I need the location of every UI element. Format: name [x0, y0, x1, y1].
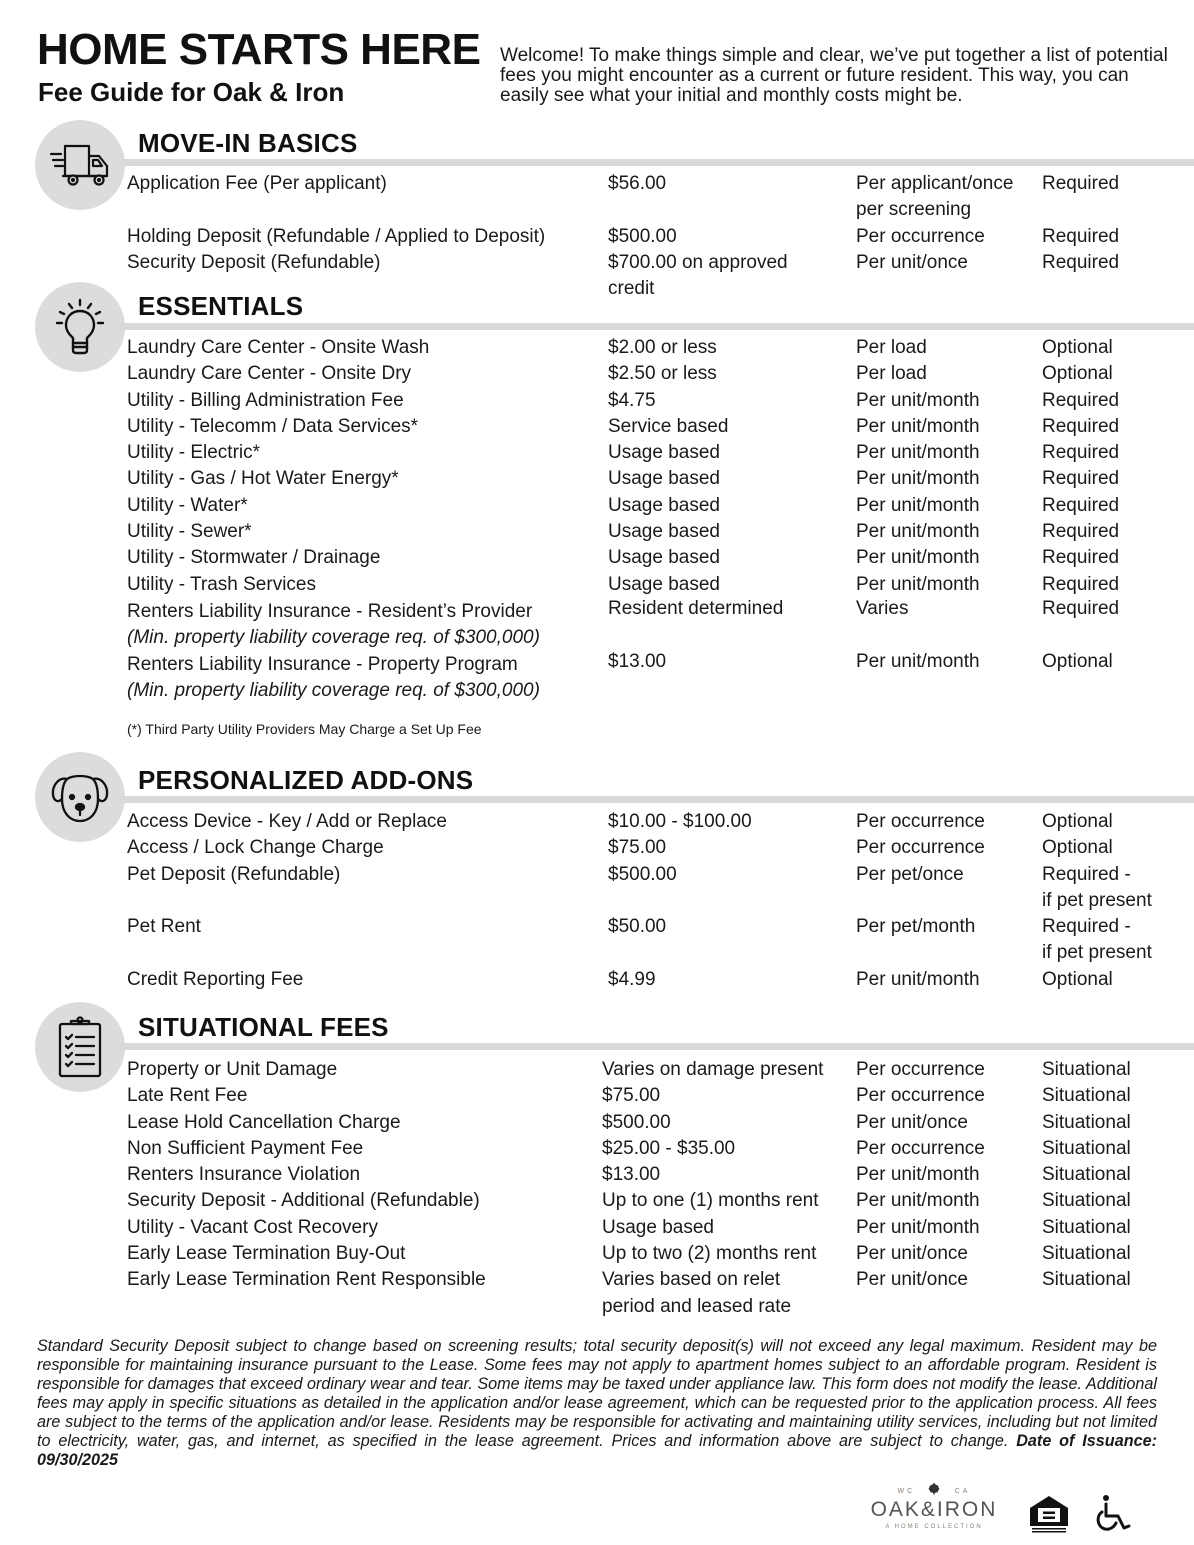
fee-row — [0, 414, 1194, 440]
fee-name: Utility - Vacant Cost Recovery — [127, 1216, 378, 1238]
fee-row — [0, 1267, 1194, 1320]
fee-name: Laundry Care Center - Onsite Dry — [127, 363, 412, 385]
fee-requirement: Required — [1042, 597, 1120, 619]
section-divider — [118, 1043, 1194, 1050]
fee-row — [0, 440, 1194, 466]
fee-row — [0, 1162, 1194, 1188]
fee-frequency: Per unit/month — [856, 1164, 980, 1186]
oak-leaf-icon — [927, 1482, 941, 1496]
logo-wordmark: OAK&IRON — [870, 1498, 998, 1521]
fee-amount: $500.00 — [608, 225, 677, 247]
footer-logos — [860, 1480, 1194, 1540]
fee-name: Laundry Care Center - Onsite Wash — [127, 337, 430, 358]
fee-requirement: Situational — [1042, 1085, 1131, 1107]
section-title: MOVE-IN BASICS — [138, 128, 358, 158]
fee-frequency: Per unit/month — [856, 1190, 980, 1212]
fee-requirement: Optional — [1042, 811, 1113, 832]
fee-frequency: Per unit/once — [856, 251, 968, 273]
fee-requirement: Required — [1042, 494, 1120, 516]
fee-name: Lease Hold Cancellation Charge — [127, 1111, 401, 1133]
fee-row — [0, 388, 1194, 414]
fee-requirement: Optional — [1042, 337, 1113, 358]
fee-requirement: Required — [1042, 468, 1120, 490]
fee-row — [0, 171, 1194, 224]
fee-frequency: Per unit/month — [856, 468, 980, 490]
fee-row — [0, 809, 1194, 835]
fee-requirement: Required — [1042, 251, 1120, 273]
disclaimer — [37, 1337, 1157, 1470]
fee-name: Non Sufficient Payment Fee — [127, 1137, 364, 1159]
fee-amount: $75.00 — [602, 1085, 661, 1107]
fee-row — [0, 335, 1194, 361]
fee-amount: Usage based — [602, 1216, 714, 1238]
fee-requirement: Required - if pet present — [1042, 863, 1152, 911]
fee-requirement: Required — [1042, 521, 1120, 543]
fee-frequency: Per unit/month — [856, 494, 980, 516]
fee-name: Access Device - Key / Add or Replace — [127, 811, 447, 832]
fee-row — [0, 519, 1194, 545]
disclaimer-text: Standard Security Deposit subject to change based on screening results; total security deposit(s) will not exceed any legal maximum. Resident may be responsible for maintaining insurance pursuant to the Lease. Some fees may not apply to apartment homes subject to an affordable program. Resident is responsible for damages that exceed ordinary wear and tear. Some items may be taxed under appliance law. This form does not modify the lease. Additional fees may apply in specific situations as detailed in the application and/or lease agreement, which can be requested prior to the application process. All fees are subject to the terms of the application and/or lease. Residents may be responsible for activating and maintaining utility services, including but not limited to electricity, water, gas, and internet, as specified in the lease agreement. Prices and information above are subject to change. — [37, 1337, 1157, 1450]
fee-frequency: Per unit/month — [856, 389, 980, 411]
fee-row — [0, 361, 1194, 387]
fee-table — [0, 1057, 1194, 1320]
fee-name: Holding Deposit (Refundable / Applied to Deposit) — [127, 225, 546, 247]
fee-name: Security Deposit - Additional (Refundable) — [127, 1190, 480, 1212]
fee-name: Renters Insurance Violation — [127, 1164, 361, 1186]
fee-frequency: Per unit/once — [856, 1269, 968, 1291]
fee-frequency: Per unit/month — [856, 442, 980, 464]
fee-row — [0, 914, 1194, 967]
fee-amount: $13.00 — [608, 650, 667, 672]
fee-row — [0, 1241, 1194, 1267]
fee-amount: $4.99 — [608, 968, 656, 990]
fee-row — [0, 649, 1194, 702]
fee-row — [0, 1136, 1194, 1162]
fee-amount: Usage based — [608, 468, 720, 490]
fee-requirement: Required — [1042, 389, 1120, 411]
fee-requirement: Situational — [1042, 1243, 1131, 1265]
issuance-date: Date of Issuance: 09/30/2025 — [37, 1432, 1157, 1469]
page-title: HOME STARTS HERE — [37, 25, 481, 74]
fee-requirement: Situational — [1042, 1216, 1131, 1238]
fee-name: Property or Unit Damage — [127, 1059, 338, 1080]
fee-table — [0, 171, 1194, 302]
fee-amount: $25.00 - $35.00 — [602, 1137, 736, 1159]
fee-amount: $700.00 on approved credit — [608, 251, 788, 300]
fee-requirement: Required — [1042, 225, 1120, 247]
fee-row — [0, 545, 1194, 571]
fee-requirement: Required — [1042, 547, 1120, 569]
fee-row — [0, 1083, 1194, 1109]
fee-amount: $75.00 — [608, 837, 667, 859]
fee-table — [0, 335, 1194, 703]
fee-name: Pet Deposit (Refundable) — [127, 863, 341, 885]
fee-requirement: Required — [1042, 415, 1120, 437]
fee-frequency: Per unit/once — [856, 1111, 968, 1133]
fee-amount: Up to one (1) months rent — [602, 1190, 819, 1212]
fee-requirement: Optional — [1042, 968, 1113, 990]
fee-row — [0, 1057, 1194, 1083]
fee-row — [0, 862, 1194, 915]
utility-footnote: (*) Third Party Utility Providers May Charge a Set Up Fee — [127, 721, 482, 737]
fee-row — [0, 835, 1194, 861]
fee-row — [0, 596, 1194, 649]
fee-amount: $13.00 — [602, 1164, 661, 1186]
section-divider — [118, 323, 1194, 330]
fee-name: Utility - Billing Administration Fee — [127, 389, 404, 411]
fee-frequency: Per pet/once — [856, 863, 964, 885]
fee-name: Credit Reporting Fee — [127, 968, 304, 990]
fee-name: Pet Rent — [127, 916, 201, 938]
fee-frequency: Per unit/month — [856, 573, 980, 595]
fee-frequency: Per occurrence — [856, 837, 985, 859]
fee-row — [0, 1188, 1194, 1214]
fee-name: Application Fee (Per applicant) — [127, 173, 387, 194]
fee-row — [0, 1110, 1194, 1136]
fee-frequency: Per unit/once — [856, 1243, 968, 1265]
fee-name: Access / Lock Change Charge — [127, 837, 384, 859]
fee-amount: $4.75 — [608, 389, 656, 411]
section-divider — [118, 159, 1194, 166]
fee-frequency: Per unit/month — [856, 968, 980, 990]
fee-row — [0, 493, 1194, 519]
fee-frequency: Per occurrence — [856, 225, 985, 247]
fee-name: Utility - Sewer* — [127, 521, 252, 543]
section-title: ESSENTIALS — [138, 291, 304, 321]
fee-amount: $10.00 - $100.00 — [608, 811, 752, 832]
fee-amount: $500.00 — [602, 1111, 671, 1133]
fee-requirement: Optional — [1042, 837, 1113, 859]
fee-name: Late Rent Fee — [127, 1085, 248, 1107]
fee-name: Utility - Electric* — [127, 442, 261, 464]
logo-subtext: A HOME COLLECTION — [885, 1524, 983, 1530]
fee-amount: Usage based — [608, 547, 720, 569]
fee-name: Renters Liability Insurance - Resident’s Provider (Min. property liability coverage req. of $300,000) — [127, 600, 540, 649]
fee-amount: Service based — [608, 415, 729, 437]
fee-amount: Usage based — [608, 573, 720, 595]
fee-frequency: Per applicant/once per screening — [856, 173, 1014, 221]
fee-name: Security Deposit (Refundable) — [127, 251, 381, 273]
fee-name: Early Lease Termination Buy-Out — [127, 1243, 406, 1265]
section-title: PERSONALIZED ADD-ONS — [138, 765, 474, 795]
fee-amount: Up to two (2) months rent — [602, 1243, 817, 1265]
fee-amount: Usage based — [608, 442, 720, 464]
fee-name: Utility - Stormwater / Drainage — [127, 547, 381, 569]
fee-requirement: Situational — [1042, 1059, 1131, 1080]
fee-requirement: Required - if pet present — [1042, 916, 1152, 964]
fee-amount: Varies on damage present — [602, 1059, 824, 1080]
fee-name: Utility - Gas / Hot Water Energy* — [127, 468, 399, 490]
fee-requirement: Required — [1042, 573, 1120, 595]
fee-frequency: Per load — [856, 337, 927, 358]
wheelchair-accessibility-icon — [1094, 1494, 1134, 1534]
fee-amount: Usage based — [608, 521, 720, 543]
fee-frequency: Per occurrence — [856, 1085, 985, 1107]
fee-frequency: Per unit/month — [856, 521, 980, 543]
fee-frequency: Per occurrence — [856, 811, 985, 832]
fee-frequency: Per unit/month — [856, 1216, 980, 1238]
fee-requirement: Situational — [1042, 1111, 1131, 1133]
page-subtitle: Fee Guide for Oak & Iron — [38, 77, 345, 107]
fee-amount: Resident determined — [608, 597, 784, 619]
fee-row — [0, 1215, 1194, 1241]
fee-requirement: Optional — [1042, 650, 1113, 672]
intro-paragraph: Welcome! To make things simple and clear, we’ve put together a list of potential fees you might encounter as a current or future resident. This way, you can easily see what your initial and monthly costs might be. — [500, 45, 1168, 106]
oak-and-iron-logo — [868, 1480, 1000, 1540]
fee-requirement: Situational — [1042, 1137, 1131, 1159]
fee-name: Early Lease Termination Rent Responsible — [127, 1269, 486, 1291]
fee-frequency: Per unit/month — [856, 650, 980, 672]
fee-name: Utility - Water* — [127, 494, 248, 516]
fee-requirement: Situational — [1042, 1190, 1131, 1212]
fee-amount: $500.00 — [608, 863, 677, 885]
fee-row — [0, 967, 1194, 993]
fee-row — [0, 466, 1194, 492]
fee-frequency: Per load — [856, 363, 927, 385]
equal-housing-opportunity-icon — [1027, 1494, 1071, 1534]
fee-amount: $56.00 — [608, 173, 667, 194]
fee-requirement: Optional — [1042, 363, 1113, 385]
fee-name: Renters Liability Insurance - Property Program (Min. property liability coverage req. of $300,000) — [127, 653, 540, 701]
fee-requirement: Situational — [1042, 1269, 1131, 1291]
fee-requirement: Required — [1042, 442, 1120, 464]
fee-row — [0, 224, 1194, 250]
fee-requirement: Required — [1042, 173, 1120, 194]
fee-frequency: Per occurrence — [856, 1059, 985, 1080]
fee-table — [0, 809, 1194, 993]
fee-frequency: Per pet/month — [856, 916, 976, 938]
section-divider — [118, 796, 1194, 803]
fee-name: Utility - Trash Services — [127, 573, 316, 595]
fee-frequency: Per unit/month — [856, 415, 980, 437]
fee-amount: $2.00 or less — [608, 337, 717, 358]
fee-name: Utility - Telecomm / Data Services* — [127, 415, 419, 437]
fee-amount: Varies based on relet period and leased rate — [602, 1269, 792, 1317]
fee-amount: $2.50 or less — [608, 363, 717, 385]
fee-requirement: Situational — [1042, 1164, 1131, 1186]
fee-frequency: Varies — [856, 597, 909, 619]
fee-amount: Usage based — [608, 494, 720, 516]
fee-frequency: Per occurrence — [856, 1137, 985, 1159]
fee-amount: $50.00 — [608, 916, 667, 938]
fee-row — [0, 572, 1194, 598]
logo-top-text: WC CA — [897, 1488, 971, 1495]
section-title: SITUATIONAL FEES — [138, 1012, 389, 1042]
fee-frequency: Per unit/month — [856, 547, 980, 569]
